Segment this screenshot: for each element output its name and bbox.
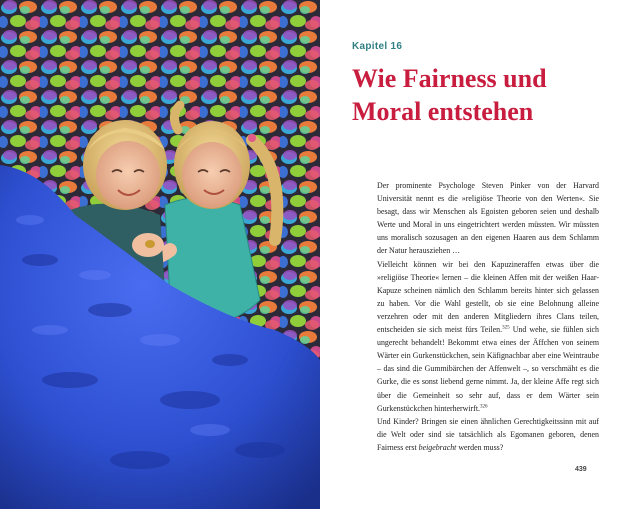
- paragraph-3-text-a: Und Kinder? Bringen sie einen ähnlichen Gerechtigkeitssinn mit auf die Welt oder sind sie tatsächlich als Egomanen geboren, denen Fairness erst: [377, 416, 599, 452]
- chapter-title: [352, 62, 622, 128]
- paragraph-2: [377, 258, 599, 415]
- paragraph-3-emphasis: beigebracht: [418, 442, 457, 452]
- chapter-title-line-2: Moral entstehen: [352, 97, 534, 126]
- paragraph-3-text-b: werden muss?: [456, 442, 504, 452]
- paragraph-2-text-b: Und wehe, sie fühlen sich ungerecht behandelt! Bekommt etwa eines der Äffchen von seinem Wärter ein Gurkenstückchen, sein Käfignachbar aber eine Weintraube – das sind die Gummibärchen der Affenwelt –, so verschmäht es die Gurke, die es sonst liebend gerne nimmt. Ja, der kleine Affe regt sich über die Gemeinheit so sehr auf, dass er dem Wärter sein Gurkenstückchen hinterherwirft.: [377, 325, 599, 413]
- body-text: [377, 179, 599, 454]
- chapter-label: Kapitel 16: [352, 41, 403, 52]
- paragraph-2-text-a: Vielleicht können wir bei den Kapuzineraffen etwas über die »religiöse Theorie« lernen – die kleinen Affen mit der weißen Haar-Kapuze scheinen nämlich den Schlamm bereits hinter sich gelassen zu haben. Vor die Wahl gestellt, ob sie eine Belohnung alleine verzehren oder mit den anderen Mitgliedern ihres Clans teilen, entscheiden sie sich meist fürs Teilen.: [377, 259, 599, 335]
- paragraph-1-text: Der prominente Psychologe Steven Pinker von der Harvard Universität nennt es die »religiöse Theorie von den Werten«. Sie besagt, dass wir Menschen als Egoisten geboren seien und deshalb Werte und Moral in uns eingetrichtert werden müssten. Wir müssten uns moralisch sozusagen an den eigenen Haaren aus dem Schlamm der Natur herausziehen …: [377, 181, 599, 256]
- paragraph-3: [377, 415, 599, 454]
- footnote-ref-325: 325: [502, 325, 510, 331]
- page-number: 439: [575, 466, 587, 473]
- text-page: [320, 0, 640, 509]
- footnote-ref-326: 326: [479, 403, 488, 409]
- chapter-title-line-1: Wie Fairness und: [352, 64, 547, 93]
- paragraph-1: [377, 179, 599, 258]
